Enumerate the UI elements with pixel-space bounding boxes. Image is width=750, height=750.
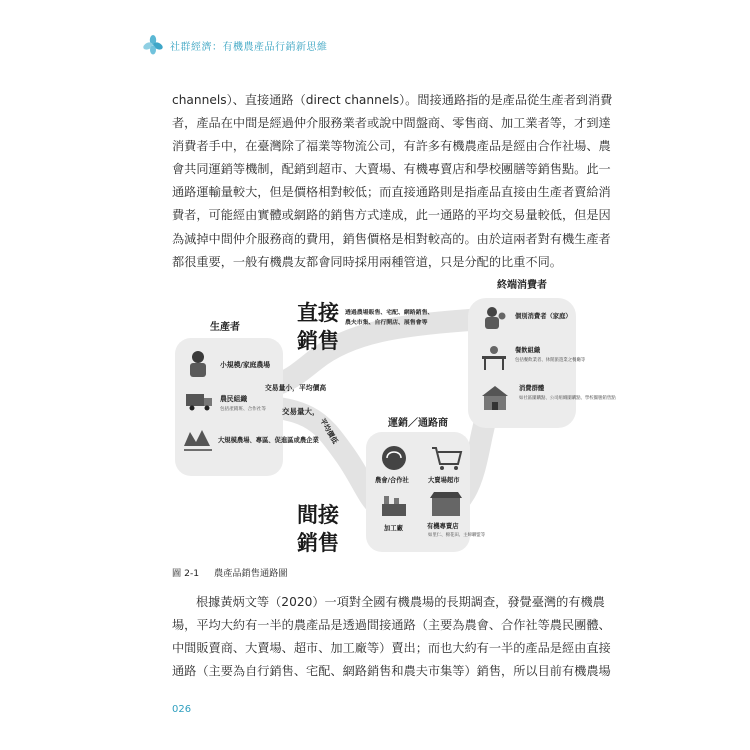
channel-name: 有機專賣店 — [427, 523, 459, 530]
paragraph-line: 費者，可能經由實體或網路的銷售方式達成，此一通路的平均交易量較低，但是因 — [172, 208, 611, 223]
channel-sub: 如里仁、棉花田、主婦聯盟等 — [428, 533, 486, 538]
paragraph-line: 通路（主要為自行銷售、宅配、網路銷售和農夫市集等）銷售，所以目前有機農場 — [172, 664, 611, 679]
paragraph-line: 場，平均大約有一半的農產品是透過間接通路（主要為農會、合作社等農民團體、 — [172, 618, 611, 633]
producer-name: 大規模農場、專區、促進區或農企業 — [218, 437, 319, 444]
paragraph-line: 通路運輸量較大，但是價格相對較低；而直接通路則是指產品直接由生產者賣給消 — [172, 185, 611, 200]
paragraph-line: 都很重要，一般有機農友都會同時採用兩種管道，只是分配的比重不同。 — [172, 254, 562, 269]
direct-label-line1: 直接 — [297, 301, 339, 325]
figure-caption — [172, 565, 288, 579]
paragraph-line: 為減掉中間仲介服務商的費用，銷售價格是相對較高的。由於這兩者對有機生產者 — [172, 231, 611, 246]
producer-sub: 包括產銷班、合作社等 — [220, 407, 266, 412]
path-bottom-label-1: 交易量大， — [282, 407, 320, 416]
page-number: 026 — [172, 704, 192, 715]
header-title: 社群經濟：有機農產品行銷新思維 — [170, 41, 328, 53]
producer-name: 農民組織 — [220, 395, 248, 403]
direct-description-line2: 農夫市集、自行開店、展售會等 — [345, 320, 428, 326]
paragraph-line: 會共同運銷等機制，配銷到超市、大賣場、有機專賣店和學校團膳等銷售點。此一 — [172, 162, 611, 177]
running-header — [142, 34, 328, 56]
paragraph-line: 中間販賣商、大賣場、超市、加工廠等）賣出；而也大約有一半的產品是經由直接 — [172, 641, 611, 656]
consumer-name: 消費群體 — [519, 385, 545, 392]
farmer-icon — [190, 351, 206, 377]
paragraph-line: 根據黃炳文等（2020）一項對全國有機農場的長期調查，發覺臺灣的有機農 — [196, 595, 605, 609]
paragraph-line: 者，產品在中間是經過仲介服務業者或說中間盤商、零售商、加工業者等，才到達 — [172, 116, 611, 131]
consumer-sub: 包括餐飲業者、休閒旅遊業之餐廳等 — [515, 358, 586, 363]
indirect-label-line1: 間接 — [297, 503, 339, 527]
direct-label-line2: 銷售 — [297, 329, 339, 353]
path-top-label: 交易量小，平均價高 — [265, 384, 327, 392]
cooperative-icon — [382, 446, 406, 470]
indirect-label-line2: 銷售 — [297, 531, 339, 555]
store-icon — [430, 492, 462, 516]
leaf-logo-icon — [142, 34, 164, 56]
consumer-name: 餐飲組織 — [515, 347, 541, 354]
paragraph-line: channels）、直接通路（direct channels）。間接通路指的是產品從生產者到消費 — [172, 93, 613, 107]
figure-title: 農產品銷售通路圖 — [214, 568, 288, 579]
consumer-title: 終端消費者 — [497, 280, 547, 291]
channel-name: 大賣場超市 — [428, 477, 460, 484]
consumer-sub: 如社區團購點、公司組織團購點、學校團膳銷售點 — [519, 396, 616, 401]
body-paragraph-1 — [172, 89, 613, 274]
channel-name: 加工廠 — [384, 525, 403, 532]
consumer-name: 個別消費者（家庭） — [515, 313, 572, 320]
producer-title: 生產者 — [210, 322, 240, 333]
channel-title: 運銷／通路商 — [388, 418, 448, 429]
figure-number: 圖 2-1 — [172, 568, 200, 579]
path-bottom-label-2: 平均價低 — [318, 417, 340, 446]
channel-name: 農會/合作社 — [375, 477, 409, 484]
direct-description-line1: 透過農場販售、宅配、網路銷售、 — [345, 310, 434, 316]
body-paragraph-2 — [172, 591, 611, 683]
paragraph-line: 消費者手中，在臺灣除了福業等物流公司，有許多有機農產品是經由合作社場、農 — [172, 139, 611, 154]
producer-name: 小規模/家庭農場 — [220, 361, 271, 369]
sales-channel-diagram — [170, 270, 616, 560]
